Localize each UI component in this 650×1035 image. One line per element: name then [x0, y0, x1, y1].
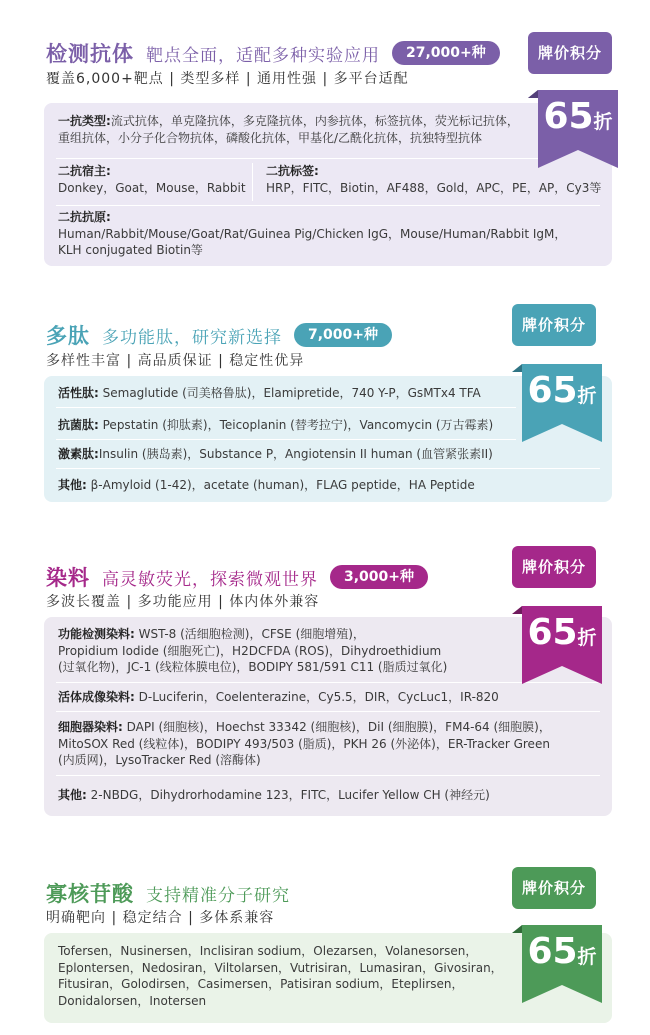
primary-antibody-line2: 重组抗体，小分子化合物抗体，磷酸化抗体，甲基化/乙酰化抗体，抗独特型抗体 [58, 130, 483, 145]
secondary-host-label: 二抗宿主: [58, 164, 111, 178]
dye-tagline: 高灵敏荧光，探索微观世界 [102, 569, 318, 590]
oligo-subtitle: 明确靶向 | 稳定结合 | 多体系兼容 [46, 910, 275, 926]
discount-number: 65 [527, 931, 578, 972]
dye-functional-line3: (过氧化物)，JC-1 (线粒体膜电位)，BODIPY 581/591 C11 (脂质过氧化) [58, 660, 448, 674]
primary-antibody-line1: 流式抗体，单克隆抗体，多克隆抗体，内参抗体，标签抗体，荧光标记抗体， [110, 114, 519, 128]
dye-organelle-line3: (内质网)，LysoTracker Red (溶酶体) [58, 753, 261, 767]
oligo-list [58, 943, 528, 1009]
peptide-row-label: 其他: [58, 478, 87, 492]
antibody-title: 检测抗体 [46, 42, 134, 66]
discount-unit: 折 [577, 627, 597, 649]
dye-other-label: 其他: [58, 788, 87, 802]
oligo-badge-label: 牌价积分 [512, 867, 596, 909]
oligo-discount-badge [512, 867, 607, 1007]
primary-antibody-label: 一抗类型: [58, 114, 111, 128]
discount-number: 65 [527, 612, 578, 653]
dye-live-text: D-Luciferin，Coelenterazine，Cy5.5，DIR，CycLuc1，IR-820 [134, 690, 499, 704]
peptide-row-text: β-Amyloid (1-42)，acetate (human)，FLAG peptide，HA Peptide [86, 478, 475, 492]
antibody-subtitle: 覆盖6,000+靶点 | 类型多样 | 通用性强 | 多平台适配 [46, 71, 409, 87]
oligo-line3: Fitusiran，Golodirsen，Casimersen，Patisiran sodium，Eteplirsen， [58, 977, 464, 991]
oligo-tagline: 支持精准分子研究 [146, 885, 290, 906]
secondary-tag-label: 二抗标签: [266, 164, 319, 178]
discount-number: 65 [527, 370, 578, 411]
dye-organelle-label: 细胞器染料: [58, 720, 123, 734]
dye-subtitle: 多波长覆盖 | 多功能应用 | 体内体外兼容 [46, 594, 320, 610]
oligo-discount [522, 931, 602, 972]
peptide-row-text: Pepstatin (抑肽素)，Teicoplanin (替考拉宁)，Vancomycin (万古霉素) [98, 418, 494, 432]
peptide-row-label: 激素肽: [58, 447, 99, 461]
antibody-tagline: 靶点全面，适配多种实验应用 [146, 45, 380, 66]
discount-unit: 折 [577, 946, 597, 968]
secondary-tag-text: HRP，FITC，Biotin，AF488，Gold，APC，PE，AP，Cy3等 [266, 180, 602, 195]
discount-unit: 折 [593, 111, 613, 133]
discount-unit: 折 [577, 385, 597, 407]
peptide-title: 多肽 [46, 324, 90, 348]
dye-functional-label: 功能检测染料: [58, 627, 135, 641]
peptide-row-label: 活性肽: [58, 386, 99, 400]
dye-functional-line1: WST-8 (活细胞检测)，CFSE (细胞增殖)， [134, 627, 365, 641]
dye-live-label: 活体成像染料: [58, 690, 135, 704]
peptide-badge-label: 牌价积分 [512, 304, 596, 346]
dye-organelle-line1: DAPI (细胞核)，Hoechst 33342 (细胞核)，DiI (细胞膜)，FM4-64 (细胞膜)， [122, 720, 551, 734]
dye-organelle-line2: MitoSOX Red (线粒体)，BODIPY 493/503 (脂质)，PKH 26 (外泌体)，ER-Tracker Green [58, 736, 550, 751]
oligo-line2: Eplontersen，Nedosiran，Viltolarsen，Vutrisiran，Lumasiran，Givosiran， [58, 960, 503, 975]
peptide-row-text: Semaglutide (司美格鲁肽)，Elamipretide，740 Y-P，GsMTx4 TFA [98, 386, 481, 400]
discount-number: 65 [543, 96, 594, 137]
secondary-antigen-line1: Human/Rabbit/Mouse/Goat/Rat/Guinea Pig/Chicken IgG，Mouse/Human/Rabbit IgM， [58, 226, 567, 241]
peptide-subtitle: 多样性丰富 | 高品质保证 | 稳定性优异 [46, 353, 305, 369]
secondary-antigen-label: 二抗抗原: [58, 210, 111, 224]
antibody-badge-label: 牌价积分 [528, 32, 612, 74]
dye-functional-line2: Propidium Iodide (细胞死亡)，H2DCFDA (ROS)，Dihydroethidium [58, 643, 442, 658]
dye-count-badge: 3,000+种 [330, 565, 428, 589]
peptide-row-label: 抗菌肽: [58, 418, 99, 432]
oligo-title: 寡核苷酸 [46, 882, 134, 906]
peptide-row-text: Insulin (胰岛素)，Substance P，Angiotensin II human (血管紧张素II) [98, 447, 493, 461]
secondary-host-text: Donkey，Goat，Mouse，Rabbit [58, 180, 246, 195]
oligo-title-row [46, 878, 290, 908]
peptide-count-badge: 7,000+种 [294, 323, 392, 347]
antibody-count-badge: 27,000+种 [392, 41, 500, 65]
dye-badge-label: 牌价积分 [512, 546, 596, 588]
secondary-antigen-line2: KLH conjugated Biotin等 [58, 243, 203, 257]
oligo-line1: Tofersen，Nusinersen，Inclisiran sodium，Olezarsen，Volanesorsen， [58, 944, 478, 958]
oligo-line4: Donidalorsen，Inotersen [58, 993, 207, 1008]
dye-other-text: 2-NBDG，Dihydrorhodamine 123，FITC，Lucifer Yellow CH (神经元) [86, 788, 490, 802]
dye-title: 染料 [46, 566, 90, 590]
peptide-tagline: 多功能肽，研究新选择 [102, 327, 282, 348]
